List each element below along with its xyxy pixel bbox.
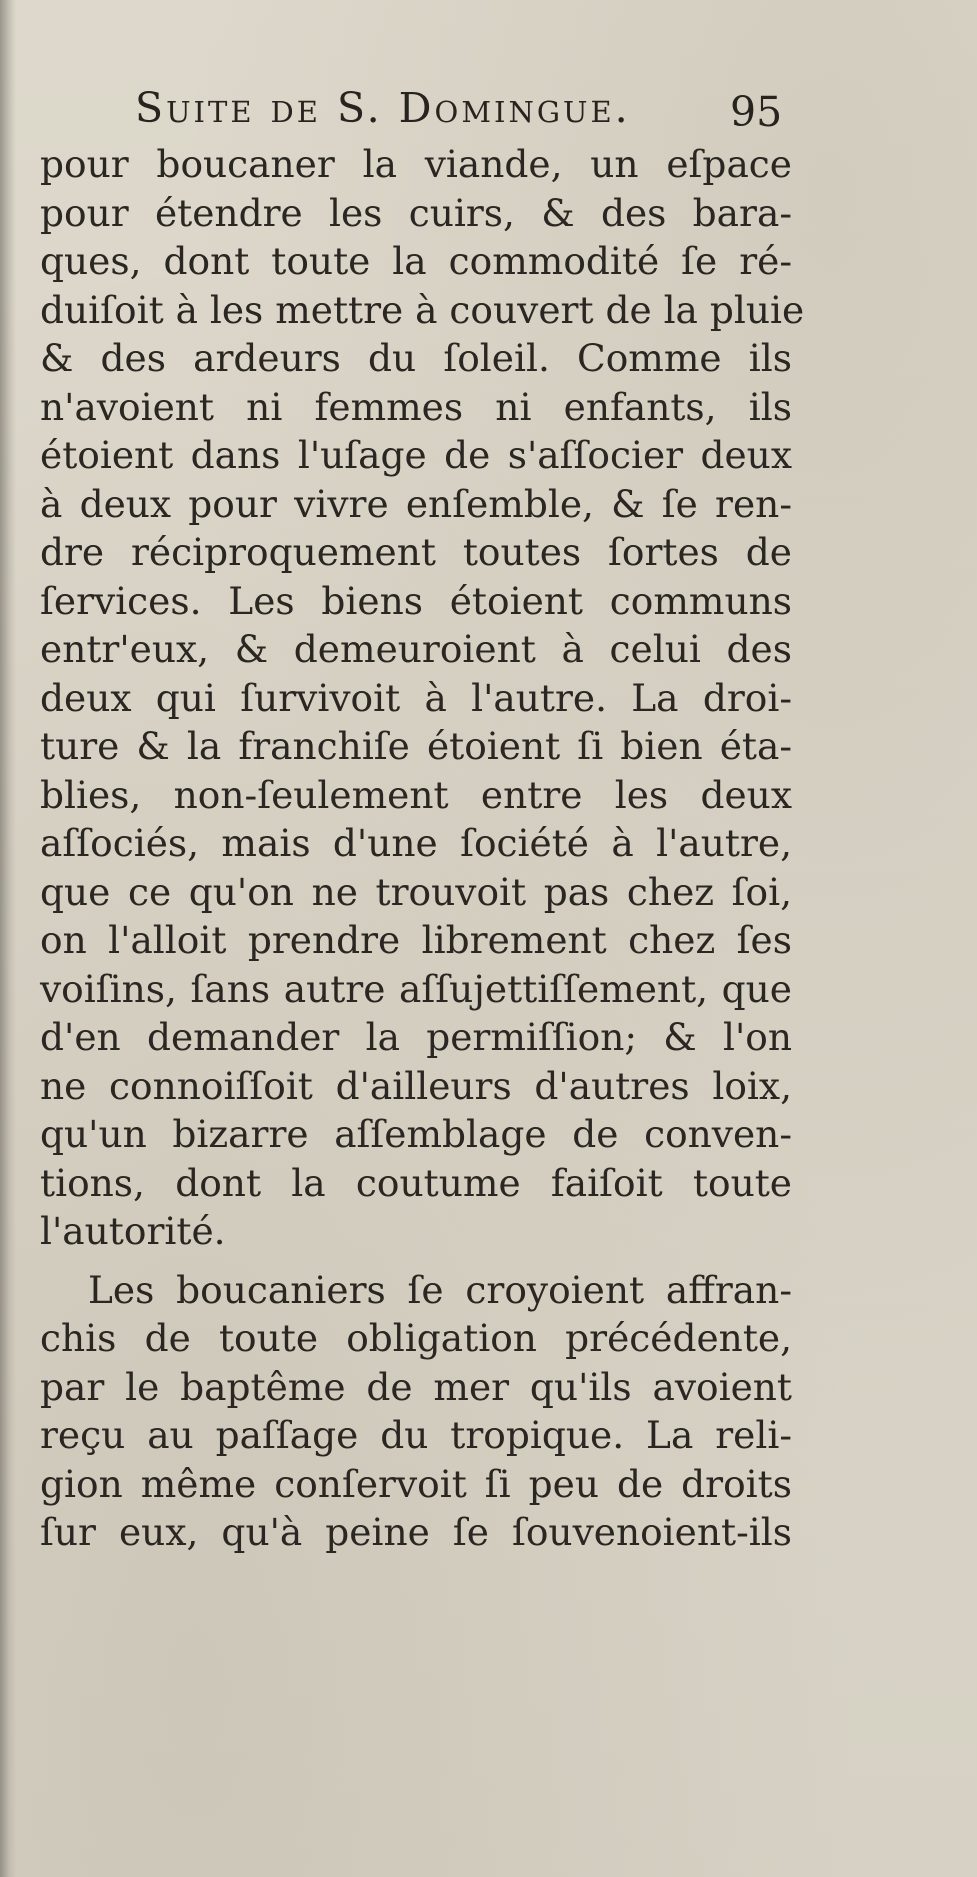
text-line: par le baptême de mer qu'ils avoient [40,1364,792,1409]
running-head [40,84,800,144]
text-line: aſſociés, mais d'une ſociété à l'autre, [40,821,792,865]
text-line: tions, dont la coutume faiſoit toute [40,1160,792,1205]
text-line: chis de toute obligation précédente, [40,1316,792,1360]
text-line: ſur eux, qu'à peine ſe ſouvenoient-ils [40,1510,792,1554]
text-line: à deux pour vivre enſemble, & ſe ren- [40,481,792,526]
text-line: & des ardeurs du ſoleil. Comme ils [40,336,792,380]
text-line: blies, non-ſeulement entre les deux [40,772,792,817]
text-line: que ce qu'on ne trouvoit pas chez ſoi, [40,869,792,914]
text-line: reçu au paſſage du tropique. La reli- [40,1413,792,1457]
text-line: ques, dont toute la commodité ſe ré- [40,239,792,283]
binding-shadow [0,0,16,1877]
text-line: qu'un bizarre aſſemblage de conven- [40,1112,792,1156]
running-title: Suite de S. Domingue. [135,84,631,132]
text-line: Les boucaniers ſe croyoient affran- [88,1267,792,1312]
page-number: 95 [730,88,783,136]
text-line: pour boucaner la viande, un eſpace [40,142,792,186]
text-line: d'en demander la permiſſion; & l'on [40,1015,792,1059]
paragraph-2 [40,1266,792,1557]
body-text [40,140,805,1557]
text-line: l'autorité. [40,1209,226,1253]
text-line: gion même conſervoit ſi peu de droits [40,1461,792,1506]
text-line: pour étendre les cuirs, & des bara- [40,190,792,235]
text-line: deux qui ſurvivoit à l'autre. La droi- [40,675,792,720]
text-line: duiſoit à les mettre à couvert de la pluie [40,287,805,332]
text-line: on l'alloit prendre librement chez ſes [40,918,792,962]
text-line: ture & la franchiſe étoient ſi bien éta- [40,724,792,768]
text-line: entr'eux, & demeuroient à celui des [40,627,792,671]
text-line: voiſins, ſans autre aſſujettiſſement, que [40,966,792,1011]
text-line: étoient dans l'uſage de s'aſſocier deux [40,433,792,477]
text-line: n'avoient ni femmes ni enfants, ils [40,384,792,429]
paragraph-break [40,1256,792,1266]
text-line: dre réciproquement toutes ſortes de [40,530,792,574]
text-line: ſervices. Les biens étoient communs [40,578,792,623]
paragraph-1 [40,140,805,1256]
text-line: ne connoiſſoit d'ailleurs d'autres loix, [40,1063,792,1108]
